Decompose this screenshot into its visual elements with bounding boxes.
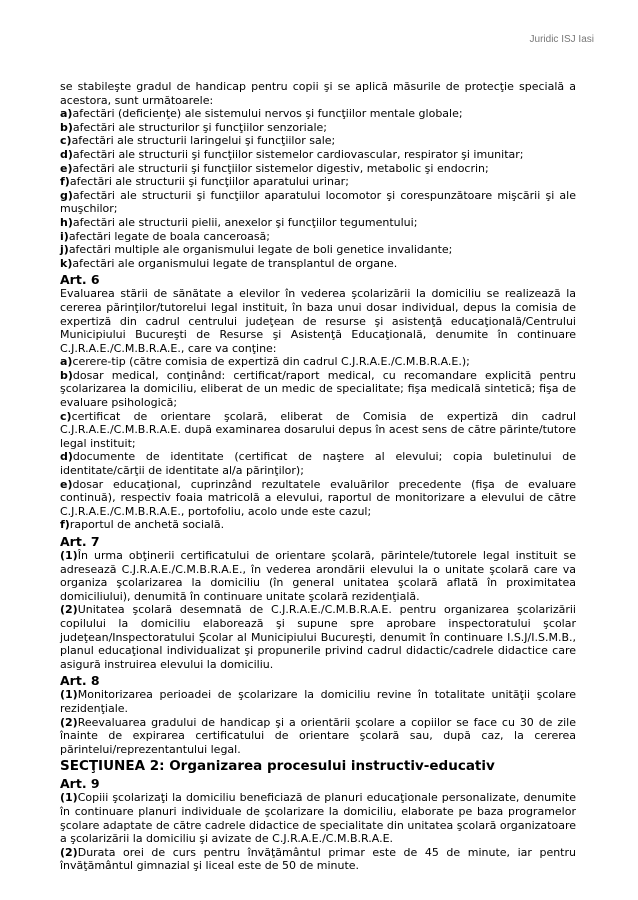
list-item <box>60 549 576 603</box>
list-item-label: (2) <box>60 603 78 617</box>
list-item-label: c) <box>60 134 72 148</box>
list-item-label: i) <box>60 229 69 243</box>
list-item-text: Unitatea şcolară desemnată de C.J.R.A.E./C.M.B.R.A.E. pentru organizarea şcolarizării copilului la domiciliu elaborează şi supune spre aprobare inspectoratului şcolar judeţean/Inspectoratului Şcolar al Municipiului Bucureşti, denumit în continuare I.S.J/I.S.M.B., planul educaţional individualizat şi propunerile privind cadrul didactic/cadrele didactice care asigură instruirea elevului la domiciliu. <box>60 603 576 671</box>
list-item-text: Copiii şcolarizaţi la domiciliu beneficiază de planuri educaţionale personalizate, denumite în continuare planuri individuale de şcolarizare la domiciliu, elaborate pe baza programelor şcolare adaptate de către cadrele didactice de specialitate din unitatea şcolară organizatoare a şcolarizării la domiciliu şi avizate de C.J.R.A.E./C.M.B.R.A.E. <box>60 791 576 846</box>
art9-list <box>60 791 576 873</box>
list-item-text: dosar medical, conţinând: certificat/raport medical, cu recomandare explicită pentru şcolarizarea la domiciliu, eliberat de un medic de specialitate; fişa medicală sintetică; fişa de evaluare psihologică; <box>60 368 576 410</box>
list-item-label: b) <box>60 368 73 382</box>
list-item <box>60 243 576 257</box>
list-item <box>60 121 576 135</box>
list-item-label: e) <box>60 161 73 175</box>
list-item-text: afectări ale organismului legate de transplantul de organe. <box>72 256 398 270</box>
list-item <box>60 688 576 715</box>
list-item-label: g) <box>60 188 73 202</box>
list-item-text: afectări ale structurilor şi funcţiilor senzoriale; <box>72 120 327 134</box>
list-item-text: În urma obţinerii certificatului de orientare şcolară, părintele/tutorele legal instituit se adresează C.J.R.A.E./C.M.B.R.A.E., în vederea arondării elevului la o unitate şcolară care va organiza şcolarizarea la domiciliu (în general unitatea şcolară aflată în proximitatea domiciliului), denumită în continuare unitate şcolară rezidenţială. <box>60 549 576 603</box>
list-item-text: Monitorizarea perioadei de şcolarizare la domiciliu revine în totalitate unităţii şcolare rezidenţiale. <box>60 688 576 715</box>
art5-list <box>60 107 576 270</box>
list-item-text: afectări (deficienţe) ale sistemului nervos şi funcţiilor mentale globale; <box>72 107 463 121</box>
list-item <box>60 450 576 477</box>
list-item-label: a) <box>60 355 73 369</box>
list-item-text: afectări legate de boala canceroasă; <box>68 229 270 243</box>
list-item <box>60 257 576 271</box>
list-item <box>60 369 576 410</box>
list-item-label: f) <box>60 518 70 532</box>
list-item <box>60 846 576 873</box>
list-item-label: a) <box>60 107 73 121</box>
list-item-text: afectări ale structurii pielii, anexelor şi funcţiilor tegumentului; <box>72 215 418 229</box>
art6-intro: Evaluarea stării de sănătate a elevilor în vederea şcolarizării la domiciliu se realizează la cererea părinţilor/tutorelui legal instituit, în baza unui dosar individual, depus la comisia de expertiză din cadrul centrului judeţean de resurse şi asistenţă educaţională/Centrului Municipiului Bucureşti de Resurse şi Asistenţă Educaţională, denumite în continuare C.J.R.A.E./C.M.B.R.A.E., care va conţine: <box>60 287 576 355</box>
art8-heading: Art. 8 <box>60 673 100 689</box>
list-item <box>60 478 576 519</box>
list-item-label: c) <box>60 409 72 423</box>
list-item-text: certificat de orientare şcolară, eliberat de Comisia de expertiză din cadrul C.J.R.A.E./C.M.B.R.A.E. după examinarea dosarului depus în acest sens de către părinte/tutore legal instituit; <box>60 409 576 450</box>
list-item <box>60 230 576 244</box>
list-item <box>60 216 576 230</box>
list-item <box>60 791 576 845</box>
list-item-text: afectări ale structurii laringelui şi funcţiilor sale; <box>71 134 336 148</box>
list-item-text: afectări ale structurii şi funcţiilor aparatului urinar; <box>69 175 349 189</box>
list-item-label: d) <box>60 147 73 161</box>
list-item <box>60 716 576 757</box>
list-item-label: d) <box>60 450 73 464</box>
list-item <box>60 175 576 189</box>
list-item-label: b) <box>60 120 73 134</box>
list-item-label: h) <box>60 215 73 229</box>
list-item-label: j) <box>60 243 69 257</box>
list-item-label: (2) <box>60 845 78 859</box>
list-item <box>60 162 576 176</box>
art7-heading: Art. 7 <box>60 534 100 549</box>
list-item-text: afectări multiple ale organismului legate de boli genetice invalidante; <box>68 243 453 257</box>
list-item-text: Durata orei de curs pentru învăţământul primar este de 45 de minute, iar pentru învăţământul gimnazial şi liceal este de 50 de minute. <box>60 845 576 873</box>
art9-heading: Art. 9 <box>60 776 100 792</box>
list-item-label: (1) <box>60 549 78 562</box>
list-item-text: Reevaluarea gradului de handicap şi a orientării şcolare a copiilor se face cu 30 de zile înainte de expirarea certificatului de orientare şcolară sau, după caz, la cererea părintelui/reprezentantului legal. <box>60 715 576 756</box>
list-item-text: afectări ale structurii şi funcţiilor sistemelor cardiovascular, respirator şi imunitar; <box>72 147 524 161</box>
list-item-text: raportul de anchetă socială. <box>69 518 225 532</box>
section2-heading: SECŢIUNEA 2: Organizarea procesului instructiv-educativ <box>60 758 495 775</box>
art6-heading: Art. 6 <box>60 272 100 288</box>
art6-list <box>60 355 576 532</box>
list-item-text: dosar educaţional, cuprinzând rezultatele evaluărilor precedente (fişa de evaluare continuă), respectiv foaia matricolă a elevului, raportul de monitorizare a elevului de către C.J.R.A.E./C.M.B.R.A.E., portofoliu, acolo unde este cazul; <box>60 477 576 518</box>
list-item-label: (2) <box>60 715 78 729</box>
document-body <box>60 80 576 873</box>
art7-list <box>60 549 576 671</box>
list-item-text: documente de identitate (certificat de naştere al elevului; copia buletinului de identitate/cărţii de identitate al/a părinţilor); <box>60 450 576 478</box>
list-item-label: k) <box>60 256 73 270</box>
list-item-text: cerere-tip (către comisia de expertiză din cadrul C.J.R.A.E./C.M.B.R.A.E.); <box>72 355 470 369</box>
list-item <box>60 107 576 121</box>
list-item <box>60 410 576 451</box>
list-item <box>60 134 576 148</box>
list-item <box>60 603 576 671</box>
list-item <box>60 148 576 162</box>
list-item <box>60 189 576 216</box>
list-item <box>60 355 576 369</box>
list-item-label: (1) <box>60 791 78 805</box>
list-item-label: f) <box>60 175 70 189</box>
art5-intro: se stabileşte gradul de handicap pentru copii şi se aplică măsurile de protecţie specială a acestora, sunt următoarele: <box>60 80 576 107</box>
list-item-label: (1) <box>60 688 78 702</box>
running-header: Juridic ISJ Iasi <box>529 34 594 45</box>
list-item-label: e) <box>60 477 73 491</box>
art8-list <box>60 688 576 756</box>
list-item-text: afectări ale structurii şi funcţiilor sistemelor digestiv, metabolic şi endocrin; <box>72 161 489 175</box>
list-item-text: afectări ale structurii şi funcţiilor aparatului locomotor şi corespunzătoare mişcării şi ale muşchilor; <box>60 188 576 216</box>
list-item <box>60 518 576 532</box>
